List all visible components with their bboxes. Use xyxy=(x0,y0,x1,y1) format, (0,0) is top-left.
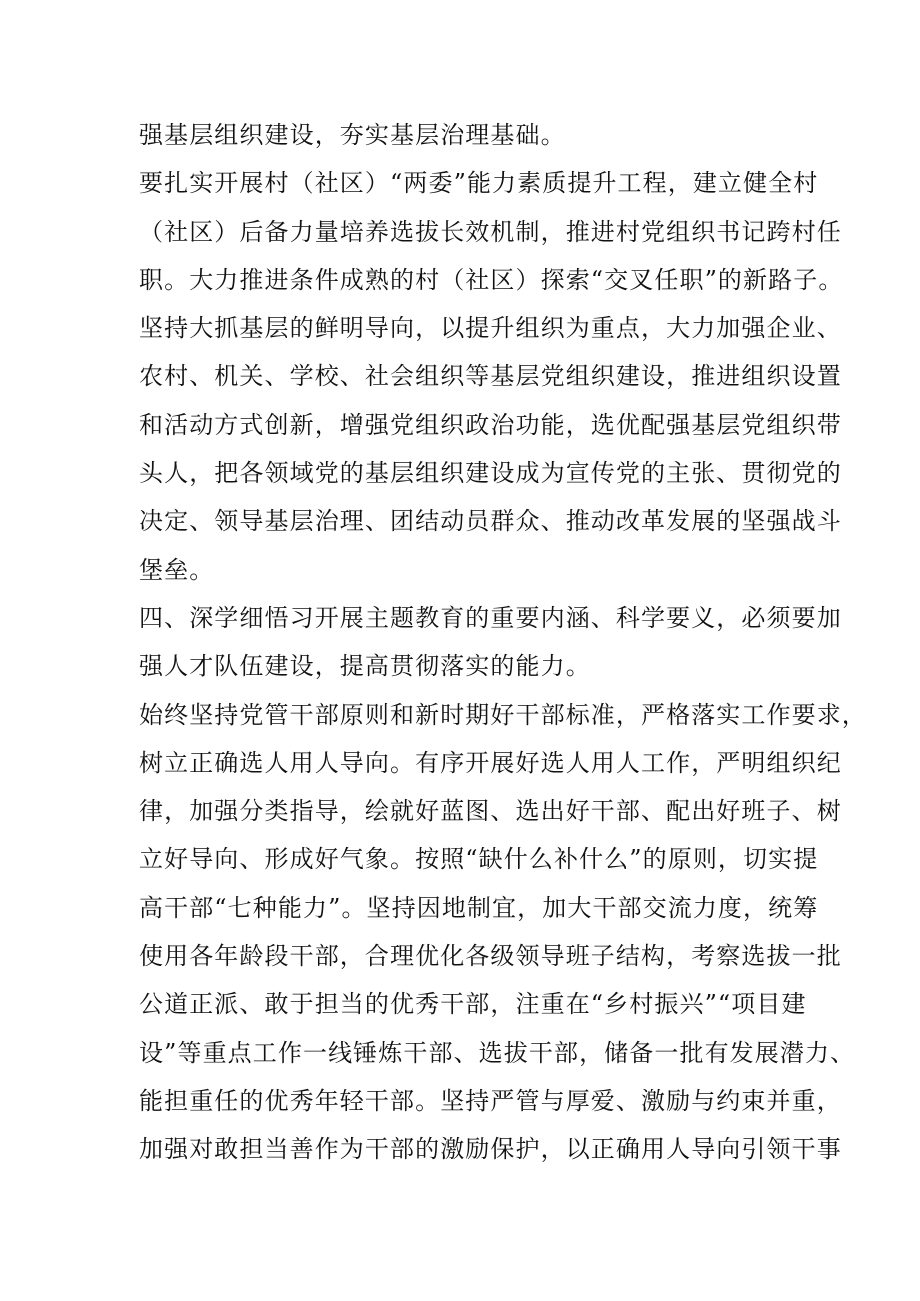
text-line: 堡垒。 xyxy=(139,555,215,584)
text-line: 头人，把各领域党的基层组织建设成为宣传党的主张、贯彻党的 xyxy=(139,459,842,488)
text-line: 强基层组织建设，夯实基层治理基础。 xyxy=(139,121,566,149)
text-line: 职。大力推进条件成熟的村（社区）探索“交叉任职”的新路子。 xyxy=(139,265,844,294)
text-line: 律，加强分类指导，绘就好蓝图、选出好干部、配出好班子、树 xyxy=(139,797,842,826)
text-line: 农村、机关、学校、社会组织等基层党组织建设，推进组织设置 xyxy=(139,362,842,391)
section-heading-line: 四、深学细悟习开展主题教育的重要内涵、科学要义，必须要加 xyxy=(139,603,842,632)
text-line: 使用各年龄段干部，合理优化各级领导班子结构，考察选拔一批 xyxy=(139,942,842,971)
text-line: 立好导向、形成好气象。按照“缺什么补什么”的原则，切实提 xyxy=(139,845,819,874)
text-line: 和活动方式创新，增强党组织政治功能，选优配强基层党组织带 xyxy=(139,410,842,439)
text-line: （社区）后备力量培养选拔长效机制，推进村党组织书记跨村任 xyxy=(139,217,842,246)
text-line: 始终坚持党管干部原则和新时期好干部标准，严格落实工作要求， xyxy=(139,700,867,729)
body-text xyxy=(139,111,867,1174)
text-line: 加强对敢担当善作为干部的激励保护，以正确用人导向引领干事 xyxy=(139,1135,842,1164)
text-line: 要扎实开展村（社区）“两委”能力素质提升工程，建立健全村 xyxy=(139,169,819,198)
text-line: 树立正确选人用人导向。有序开展好选人用人工作，严明组织纪 xyxy=(139,748,842,777)
text-line: 公道正派、敢于担当的优秀干部，注重在“乡村振兴”“项目建 xyxy=(139,990,807,1019)
text-line: 能担重任的优秀年轻干部。坚持严管与厚爱、激励与约束并重， xyxy=(139,1086,842,1115)
text-line: 决定、领导基层治理、团结动员群众、推动改革发展的坚强战斗 xyxy=(139,507,842,536)
section-heading-line: 强人才队伍建设，提高贯彻落实的能力。 xyxy=(139,652,591,681)
text-line: 坚持大抓基层的鲜明导向，以提升组织为重点，大力加强企业、 xyxy=(139,314,842,343)
text-line: 高干部“七种能力”。坚持因地制宜，加大干部交流力度，统筹 xyxy=(139,893,819,922)
text-line: 设”等重点工作一线锤炼干部、选拔干部，储备一批有发展潜力、 xyxy=(139,1038,856,1067)
